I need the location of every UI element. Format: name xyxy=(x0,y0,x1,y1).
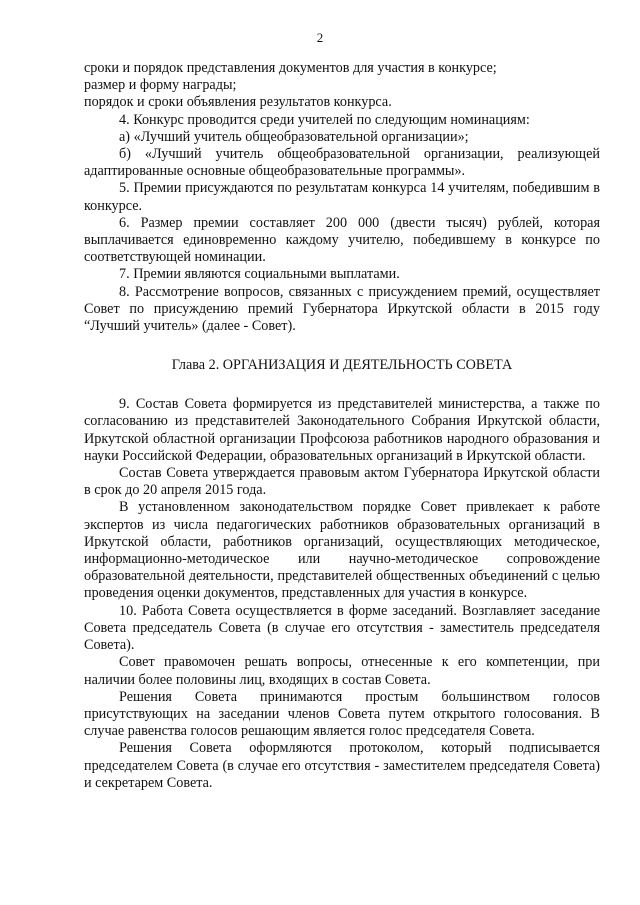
paragraph: 9. Состав Совета формируется из представителей министерства, а также по согласованию из представителей Законодательного Собрания Иркутской области, Иркутской областной организации Профсоюза работников народного образования и науки Российской Федерации, образовательных организаций в Иркутской области. xyxy=(84,396,600,464)
paragraph: Состав Совета утверждается правовым актом Губернатора Иркутской области в срок до 20 апреля 2015 года. xyxy=(84,465,600,499)
paragraph: порядок и сроки объявления результатов конкурса. xyxy=(84,94,392,111)
section-before-heading xyxy=(84,60,600,335)
paragraph: 4. Конкурс проводится среди учителей по следующим номинациям: xyxy=(119,111,530,128)
paragraph: 10. Работа Совета осуществляется в форме заседаний. Возглавляет заседание Совета председатель Совета (в случае его отсутствия - заместитель председателя Совета). xyxy=(84,602,600,654)
page-number: 2 xyxy=(316,30,324,45)
paragraph: В установленном законодательством порядке Совет привлекает к работе экспертов из числа педагогических работников образовательных организаций в Иркутской области, работников организаций, осуществляющих методическое, информационно-методическое или научно-методическое сопровождение образовательной деятельности, представителей общественных объединений с целью проведения оценки документов, представленных для участия в конкурсе. xyxy=(84,499,600,602)
paragraph: размер и форму награды; xyxy=(84,77,237,94)
paragraph: Решения Совета оформляются протоколом, который подписывается председателем Совета (в случае его отсутствия - заместителем председателя Совета) и секретарем Совета. xyxy=(84,740,600,791)
paragraph: а) «Лучший учитель общеобразовательной организации»; xyxy=(119,128,469,145)
paragraph: 7. Премии являются социальными выплатами. xyxy=(119,266,400,283)
paragraph: Совет правомочен решать вопросы, отнесенные к его компетенции, при наличии более половины лиц, входящих в состав Совета. xyxy=(84,654,600,688)
section-after-heading xyxy=(84,396,600,792)
paragraph: 5. Премии присуждаются по результатам конкурса 14 учителям, победившим в конкурсе. xyxy=(84,180,600,214)
document-body xyxy=(84,60,600,792)
paragraph: 6. Размер премии составляет 200 000 (двести тысяч) рублей, которая выплачивается единовременно каждому учителю, победившему в конкурсе по соответствующей номинации. xyxy=(84,214,600,266)
chapter-heading: Глава 2. ОРГАНИЗАЦИЯ И ДЕЯТЕЛЬНОСТЬ СОВЕТА xyxy=(171,357,513,374)
paragraph: Решения Совета принимаются простым большинством голосов присутствующих на заседании членов Совета путем открытого голосования. В случае равенства голосов решающим является голос председателя Совета. xyxy=(84,688,600,740)
paragraph: б) «Лучший учитель общеобразовательной организации, реализующей адаптированные основные общеобразовательные программы». xyxy=(84,146,600,180)
paragraph: сроки и порядок представления документов для участия в конкурсе; xyxy=(84,60,497,76)
paragraph: 8. Рассмотрение вопросов, связанных с присуждением премий, осуществляет Совет по присуждению премий Губернатора Иркутской области в 2015 году “Лучший учитель» (далее - Совет). xyxy=(84,283,600,335)
